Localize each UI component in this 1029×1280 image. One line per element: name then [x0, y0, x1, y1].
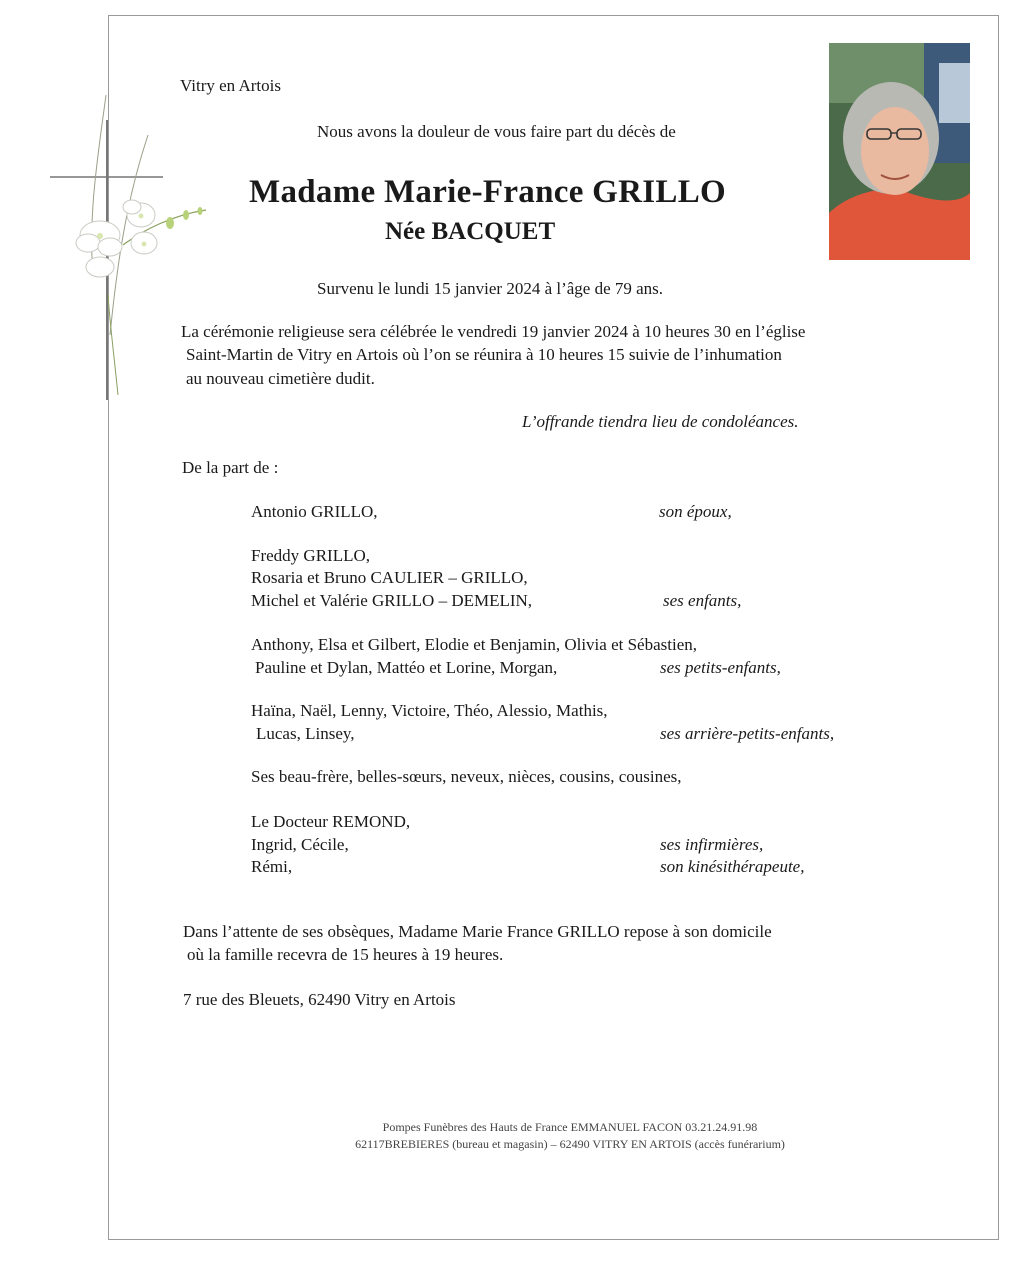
footer-line-1: Pompes Funèbres des Hauts de France EMMANUEL FACON 03.21.24.91.98 — [382, 1120, 758, 1134]
ceremony-line-2: Saint-Martin de Vitry en Artois où l’on se réunira à 10 heures 15 suivie de l’inhumation — [186, 345, 782, 364]
spouse-name: Antonio GRILLO, — [251, 502, 378, 521]
location: Vitry en Artois — [180, 76, 281, 95]
caregiver-name: Ingrid, Cécile, — [251, 835, 349, 854]
death-line: Survenu le lundi 15 janvier 2024 à l’âge de 79 ans. — [317, 279, 664, 298]
rest-line-2: où la famille recevra de 15 heures à 19 heures. — [187, 945, 504, 964]
caregiver-name: Le Docteur REMOND, — [251, 812, 411, 831]
intro-text: Nous avons la douleur de vous faire part du décès de — [317, 122, 676, 141]
children-relation: ses enfants, — [663, 591, 742, 610]
from-label: De la part de : — [182, 458, 279, 477]
ceremony-line-3: au nouveau cimetière dudit. — [186, 369, 375, 388]
address: 7 rue des Bleuets, 62490 Vitry en Artois — [183, 990, 456, 1009]
rest-line-1: Dans l’attente de ses obsèques, Madame Marie France GRILLO repose à son domicile — [183, 922, 772, 941]
child-name: Rosaria et Bruno CAULIER – GRILLO, — [251, 568, 528, 587]
caregiver-name: Rémi, — [251, 857, 293, 876]
child-name: Michel et Valérie GRILLO – DEMELIN, — [251, 591, 533, 610]
grandchildren-relation: ses petits-enfants, — [660, 658, 781, 677]
great-grandchildren-line: Haïna, Naël, Lenny, Victoire, Théo, Alessio, Mathis, — [251, 701, 608, 720]
caregiver-relation: son kinésithérapeute, — [660, 857, 805, 876]
great-grandchildren-relation: ses arrière-petits-enfants, — [660, 724, 835, 743]
grandchildren-line: Anthony, Elsa et Gilbert, Elodie et Benjamin, Olivia et Sébastien, — [251, 635, 697, 654]
other-relatives: Ses beau-frère, belles-sœurs, neveux, nièces, cousins, cousines, — [251, 767, 682, 786]
offering-note: L’offrande tiendra lieu de condoléances. — [522, 412, 799, 431]
portrait-photo — [829, 43, 970, 260]
deceased-name: Madame Marie-France GRILLO — [249, 174, 727, 210]
ceremony-line-1: La cérémonie religieuse sera célébrée le vendredi 19 janvier 2024 à 10 heures 30 en l’église — [181, 322, 806, 341]
footer-line-2: 62117BREBIERES (bureau et magasin) – 62490 VITRY EN ARTOIS (accès funérarium) — [355, 1137, 785, 1151]
great-grandchildren-line: Lucas, Linsey, — [256, 724, 355, 743]
spouse-relation: son époux, — [659, 502, 732, 521]
maiden-name: Née BACQUET — [385, 218, 556, 245]
caregiver-relation: ses infirmières, — [660, 835, 764, 854]
grandchildren-line: Pauline et Dylan, Mattéo et Lorine, Morgan, — [255, 658, 558, 677]
child-name: Freddy GRILLO, — [251, 546, 370, 565]
